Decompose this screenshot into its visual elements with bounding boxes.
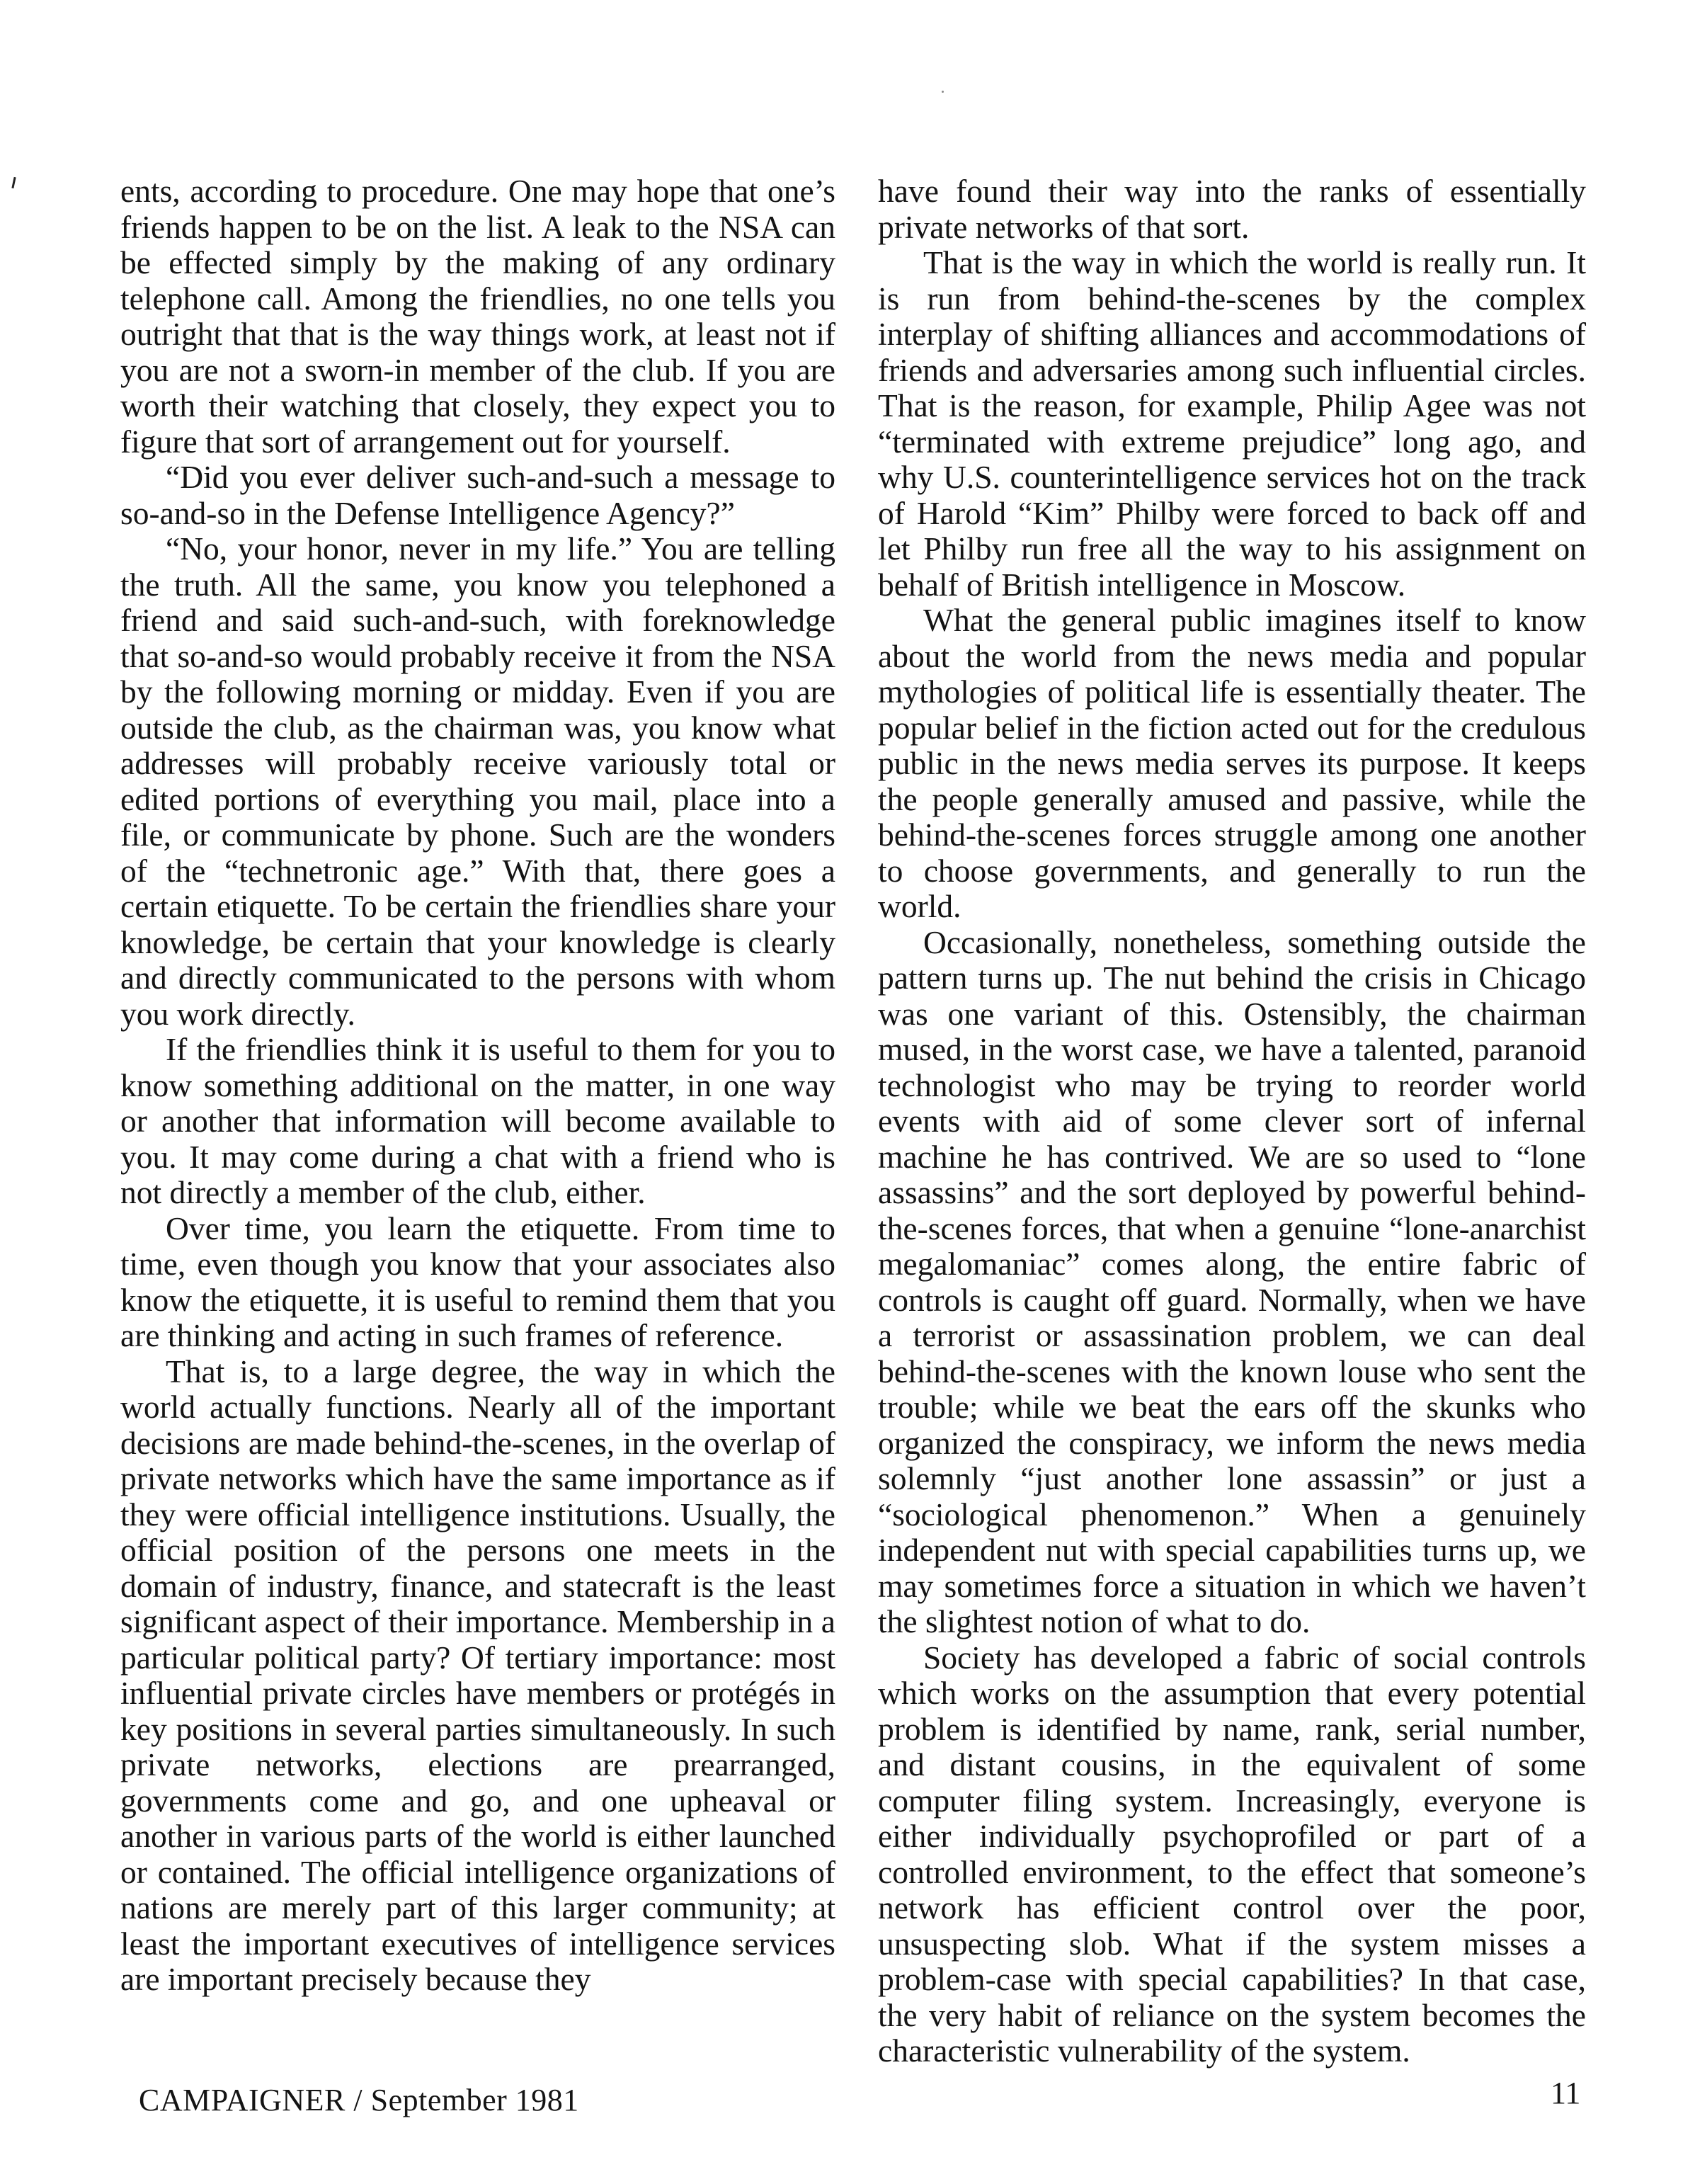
page-number: 11 (1551, 2076, 1581, 2110)
publication-footer: CAMPAIGNER / September 1981 (139, 2083, 579, 2117)
paragraph: Society has developed a fabric of social controls which works on the assumption that every potential problem is identified by name, rank, serial number, and distant cousins, in the equivalent of some computer filing system. Increasingly, everyone is either individually psychoprofiled or part of a controlled environment, to the effect that someone’s network has efficient control over the poor, unsuspecting slob. What if the system misses a problem-case with special capabilities? In that case, the very habit of reliance on the system becomes the characteristic vulnerability of the system. (878, 1639, 1586, 2069)
left-column (120, 174, 835, 1998)
paragraph: That is the way in which the world is really run. It is run from behind-the-scenes by the complex interplay of shifting alliances and accommodations of friends and adversaries among such influential circles. That is the reason, for example, Philip Agee was not “terminated with extreme prejudice” long ago, and why U.S. counterintelligence services hot on the track of Harold “Kim” Philby were forced to back off and let Philby run free all the way to his assignment on behalf of British intelligence in Moscow. (878, 244, 1586, 603)
right-column (878, 174, 1586, 2069)
paragraph: “Did you ever deliver such-and-such a message to so-and-so in the Defense Intelligence Agency?” (120, 459, 835, 531)
paragraph: What the general public imagines itself to know about the world from the news media and popular mythologies of political life is essentially theater. The popular belief in the fiction acted out for the credulous public in the news media serves its purpose. It keeps the people generally amused and passive, while the behind-the-scenes forces struggle among one another to choose governments, and generally to run the world. (878, 602, 1586, 924)
paragraph: “No, your honor, never in my life.” You are telling the truth. All the same, you know you telephoned a friend and said such-and-such, with foreknowledge that so-and-so would probably receive it from the NSA by the following morning or midday. Even if you are outside the club, as the chairman was, you know what addresses will probably receive variously total or edited portions of everything you mail, place into a file, or communicate by phone. Such are the wonders of the “technetronic age.” With that, there goes a certain etiquette. To be certain the friendlies share your knowledge, be certain that your knowledge is clearly and directly communicated to the persons with whom you work directly. (120, 530, 835, 1032)
scan-speck (942, 91, 944, 93)
margin-mark (11, 177, 16, 188)
paragraph: If the friendlies think it is useful to them for you to know something additional on the matter, in one way or another that information will become available to you. It may come during a chat with a friend who is not directly a member of the club, either. (120, 1031, 835, 1210)
paragraph: have found their way into the ranks of essentially private networks of that sort. (878, 173, 1586, 245)
paragraph: That is, to a large degree, the way in which the world actually functions. Nearly all of the important decisions are made behind-the-scenes, in the overlap of private networks which have the same importance as if they were official intelligence institutions. Usually, the official position of the persons one meets in the domain of industry, finance, and statecraft is the least significant aspect of their importance. Membership in a particular political party? Of tertiary importance: most influential private circles have members or protégés in key positions in several parties simultaneously. In such private networks, elections are prearranged, governments come and go, and one upheaval or another in various parts of the world is either launched or contained. The official intelligence organizations of nations are merely part of this larger community; at least the important executives of intelligence services are important precisely because they (120, 1353, 835, 1997)
paragraph: Occasionally, nonetheless, something outside the pattern turns up. The nut behind the crisis in Chicago was one variant of this. Ostensibly, the chairman mused, in the worst case, we have a talented, paranoid technologist who may be trying to reorder world events with aid of some clever sort of infernal machine he has contrived. We are so used to “lone assassins” and the sort deployed by powerful behind-the-scenes forces, that when a genuine “lone-anarchist megalomaniac” comes along, the entire fabric of controls is caught off guard. Normally, when we have a terrorist or assassination problem, we can deal behind-the-scenes with the known louse who sent the trouble; while we beat the ears off the skunks who organized the conspiracy, we inform the news media solemnly “just another lone assassin” or just a “sociological phenomenon.” When a genuinely independent nut with special capabilities turns up, we may sometimes force a situation in which we haven’t the slightest notion of what to do. (878, 923, 1586, 1639)
paragraph: Over time, you learn the etiquette. From time to time, even though you know that your associates also know the etiquette, it is useful to remind them that you are thinking and acting in such frames of reference. (120, 1210, 835, 1353)
paragraph: ents, according to procedure. One may hope that one’s friends happen to be on the list. A leak to the NSA can be effected simply by the making of any ordinary telephone call. Among the friendlies, no one tells you outright that that is the way things work, at least not if you are not a sworn-in member of the club. If you are worth their watching that closely, they expect you to figure that sort of arrangement out for yourself. (120, 173, 835, 460)
